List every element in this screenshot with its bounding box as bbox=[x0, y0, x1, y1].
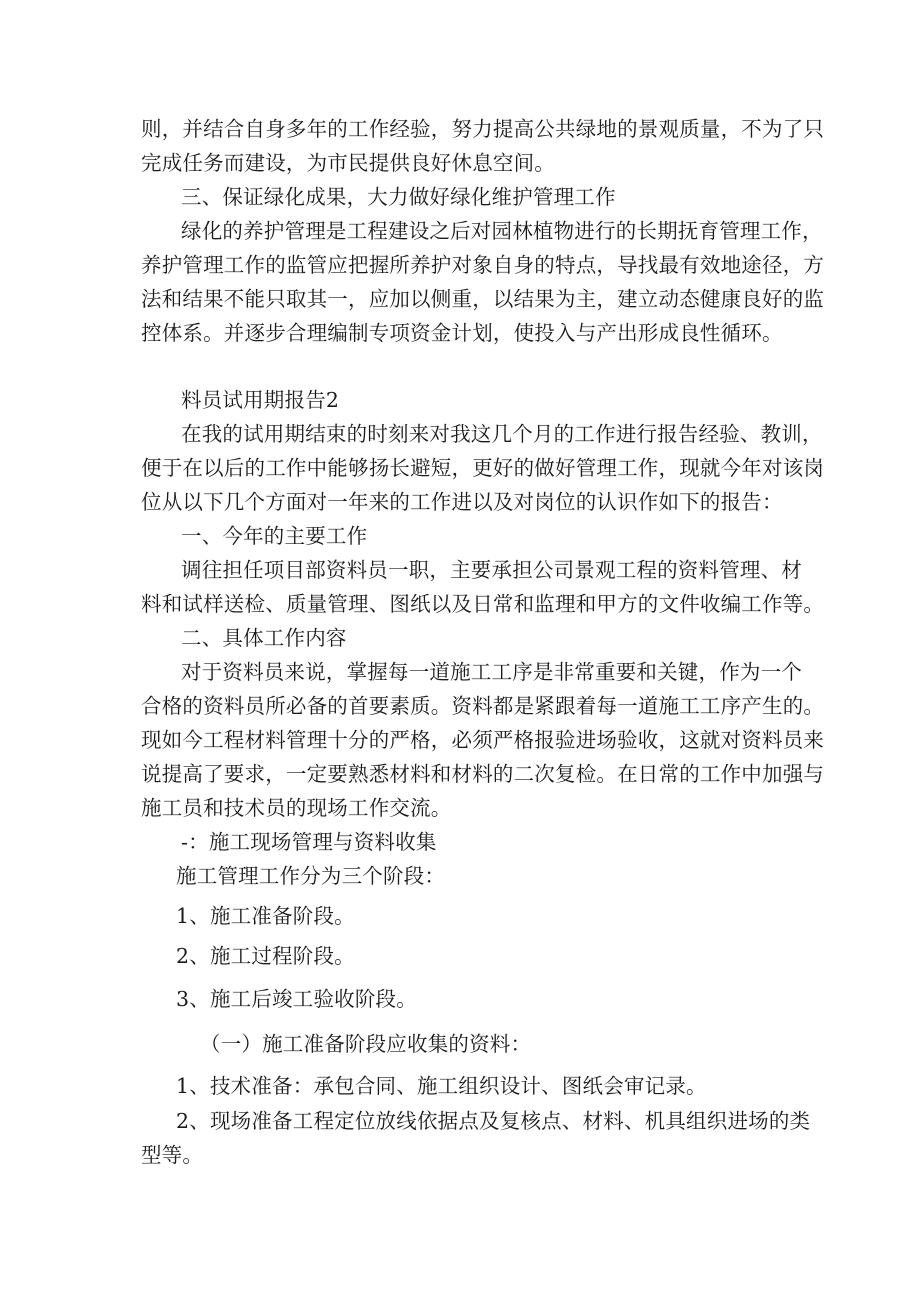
list-item: 2、施工过程阶段。 bbox=[176, 944, 355, 968]
text-line: 型等。 bbox=[141, 1143, 204, 1167]
text-line: 说提高了要求，一定要熟悉材料和材料的二次复检。在日常的工作中加强与 bbox=[141, 762, 825, 786]
section-heading: -：施工现场管理与资料收集 bbox=[181, 830, 437, 854]
text-line: 控体系。并逐步合理编制专项资金计划，使投入与产出形成良性循环。 bbox=[141, 321, 783, 345]
section-heading: 二、具体工作内容 bbox=[181, 626, 347, 650]
section-heading: 三、保证绿化成果，大力做好绿化维护管理工作 bbox=[181, 185, 616, 209]
text-line: 完成任务而建设，为市民提供良好休息空间。 bbox=[141, 151, 555, 175]
text-line: 则，并结合自身多年的工作经验，努力提高公共绿地的景观质量，不为了只 bbox=[141, 117, 825, 141]
text-line: 绿化的养护管理是工程建设之后对园林植物进行的长期抚育管理工作， bbox=[181, 219, 823, 243]
section-heading: （一）施工准备阶段应收集的资料： bbox=[200, 1032, 532, 1056]
text-line: 现如今工程材料管理十分的严格，必须严格报验进场验收，这就对资料员来 bbox=[141, 728, 825, 752]
list-item: 3、施工后竣工验收阶段。 bbox=[176, 987, 417, 1011]
text-line: 调往担任项目部资料员一职，主要承担公司景观工程的资料管理、材 bbox=[181, 558, 802, 582]
text-line: 便于在以后的工作中能够扬长避短，更好的做好管理工作，现就今年对该岗 bbox=[141, 456, 825, 480]
list-item: 1、技术准备：承包合同、施工组织设计、图纸会审记录。 bbox=[176, 1074, 707, 1098]
text-line: 施工员和技术员的现场工作交流。 bbox=[141, 796, 452, 820]
report-title: 料员试用期报告2 bbox=[181, 388, 340, 412]
text-line: 合格的资料员所必备的首要素质。资料都是紧跟着每一道施工工序产生的。 bbox=[141, 694, 825, 718]
text-line: 料和试样送检、质量管理、图纸以及日常和监理和甲方的文件收编工作等。 bbox=[141, 592, 825, 616]
text-line: 对于资料员来说，掌握每一道施工工序是非常重要和关键，作为一个 bbox=[181, 660, 802, 684]
list-item: 2、现场准备工程定位放线依据点及复核点、材料、机具组织进场的类 bbox=[176, 1109, 811, 1133]
text-line: 养护管理工作的监管应把握所养护对象自身的特点，导找最有效地途径，方 bbox=[141, 253, 825, 277]
list-item: 1、施工准备阶段。 bbox=[176, 904, 355, 928]
text-line: 在我的试用期结束的时刻来对我这几个月的工作进行报告经验、教训， bbox=[181, 422, 823, 446]
section-heading: 一、今年的主要工作 bbox=[181, 524, 368, 548]
text-line: 施工管理工作分为三个阶段： bbox=[176, 864, 446, 888]
text-line: 位从以下几个方面对一年来的工作进以及对岗位的认识作如下的报告： bbox=[141, 490, 783, 514]
text-line: 法和结果不能只取其一，应加以侧重，以结果为主，建立动态健康良好的监 bbox=[141, 287, 825, 311]
